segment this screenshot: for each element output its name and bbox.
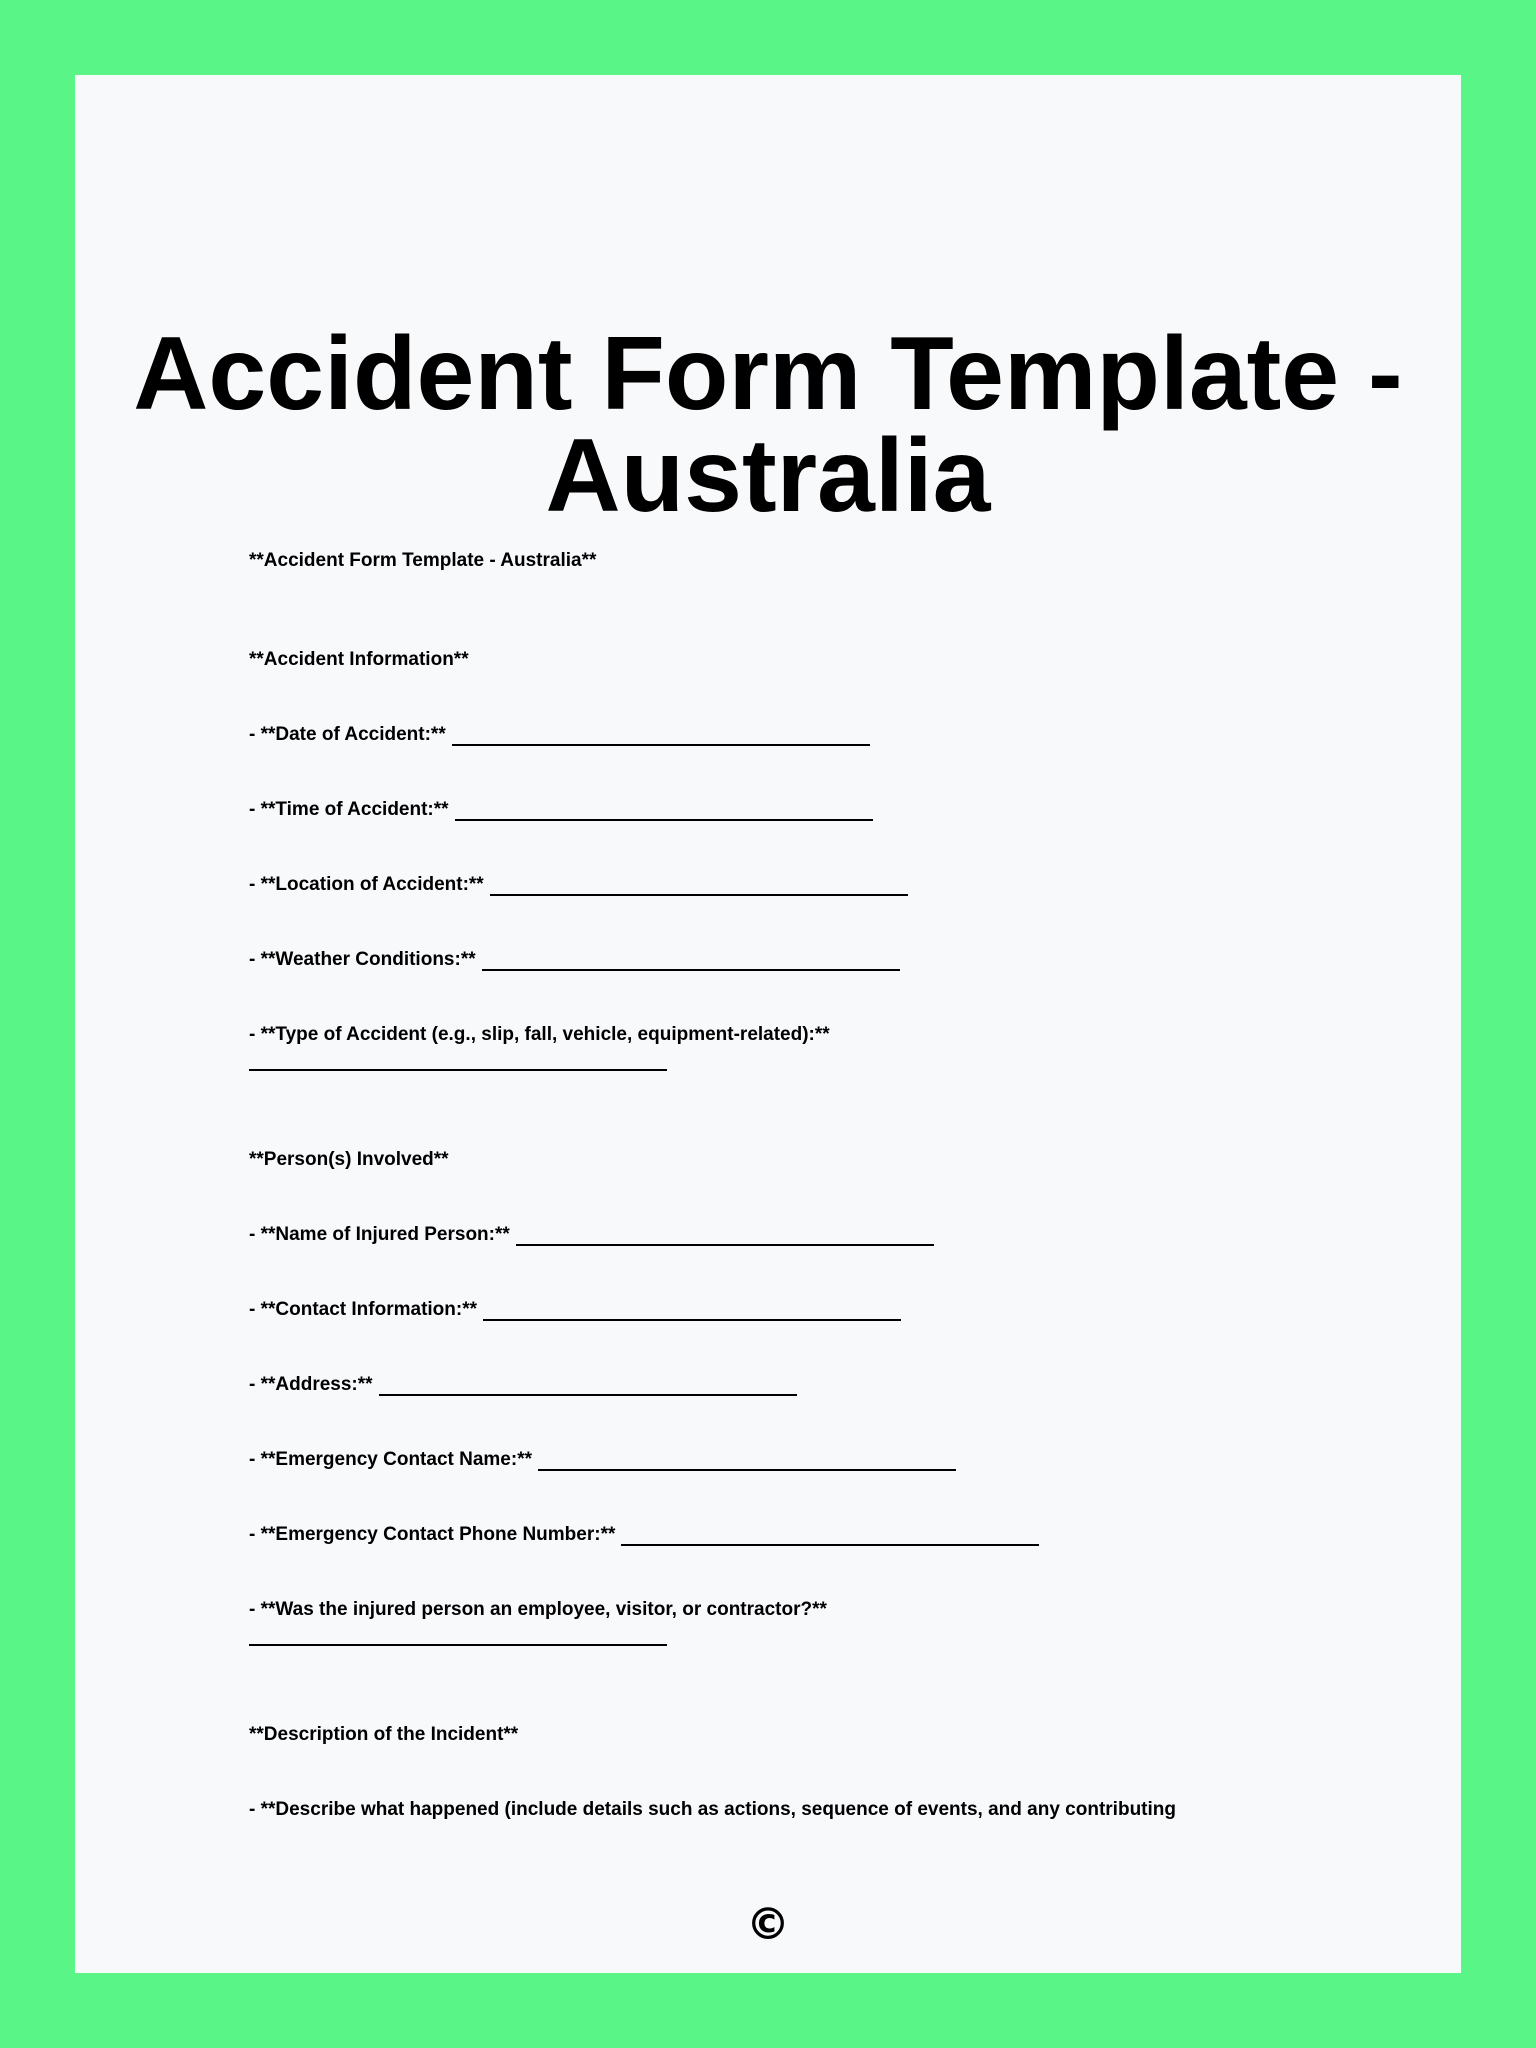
emergency-contact-name-blank[interactable] <box>538 1469 956 1471</box>
emergency-contact-name-label: - **Emergency Contact Name:** <box>249 1449 532 1470</box>
form-page <box>75 75 1461 1973</box>
time-of-accident-field <box>249 798 873 822</box>
location-of-accident-blank[interactable] <box>490 894 908 896</box>
injured-person-role-label: - **Was the injured person an employee, visitor, or contractor?** <box>249 1599 827 1620</box>
persons-involved-heading: **Person(s) Involved** <box>249 1149 449 1170</box>
type-of-accident-label: - **Type of Accident (e.g., slip, fall, vehicle, equipment-related):** <box>249 1024 830 1045</box>
copyright-icon: © <box>746 1899 790 1950</box>
document-title-line-2: Australia <box>545 418 991 534</box>
date-of-accident-blank[interactable] <box>452 744 870 746</box>
weather-conditions-field <box>249 948 900 972</box>
injured-person-name-field <box>249 1223 934 1247</box>
emergency-contact-phone-label: - **Emergency Contact Phone Number:** <box>249 1524 616 1545</box>
time-of-accident-blank[interactable] <box>455 819 873 821</box>
type-of-accident-blank[interactable] <box>249 1069 667 1071</box>
emergency-contact-phone-field <box>249 1523 1039 1547</box>
location-of-accident-label: - **Location of Accident:** <box>249 874 484 895</box>
emergency-contact-name-field <box>249 1448 956 1472</box>
contact-information-blank[interactable] <box>483 1319 901 1321</box>
document-title <box>75 316 1461 534</box>
address-blank[interactable] <box>379 1394 797 1396</box>
form-heading: **Accident Form Template - Australia** <box>249 550 597 571</box>
document-title-line-1: Accident Form Template - <box>133 316 1403 432</box>
address-label: - **Address:** <box>249 1374 373 1395</box>
address-field <box>249 1373 797 1397</box>
describe-what-happened-label: - **Describe what happened (include details such as actions, sequence of events, and any contributing <box>249 1799 1176 1820</box>
date-of-accident-field <box>249 723 870 747</box>
injured-person-name-blank[interactable] <box>516 1244 934 1246</box>
date-of-accident-label: - **Date of Accident:** <box>249 724 446 745</box>
time-of-accident-label: - **Time of Accident:** <box>249 799 449 820</box>
contact-information-field <box>249 1298 901 1322</box>
contact-information-label: - **Contact Information:** <box>249 1299 477 1320</box>
incident-description-heading: **Description of the Incident** <box>249 1724 519 1745</box>
emergency-contact-phone-blank[interactable] <box>621 1544 1039 1546</box>
injured-person-name-label: - **Name of Injured Person:** <box>249 1224 510 1245</box>
weather-conditions-label: - **Weather Conditions:** <box>249 949 476 970</box>
injured-person-role-blank[interactable] <box>249 1644 667 1646</box>
accident-information-heading: **Accident Information** <box>249 649 469 670</box>
weather-conditions-blank[interactable] <box>482 969 900 971</box>
location-of-accident-field <box>249 873 908 897</box>
